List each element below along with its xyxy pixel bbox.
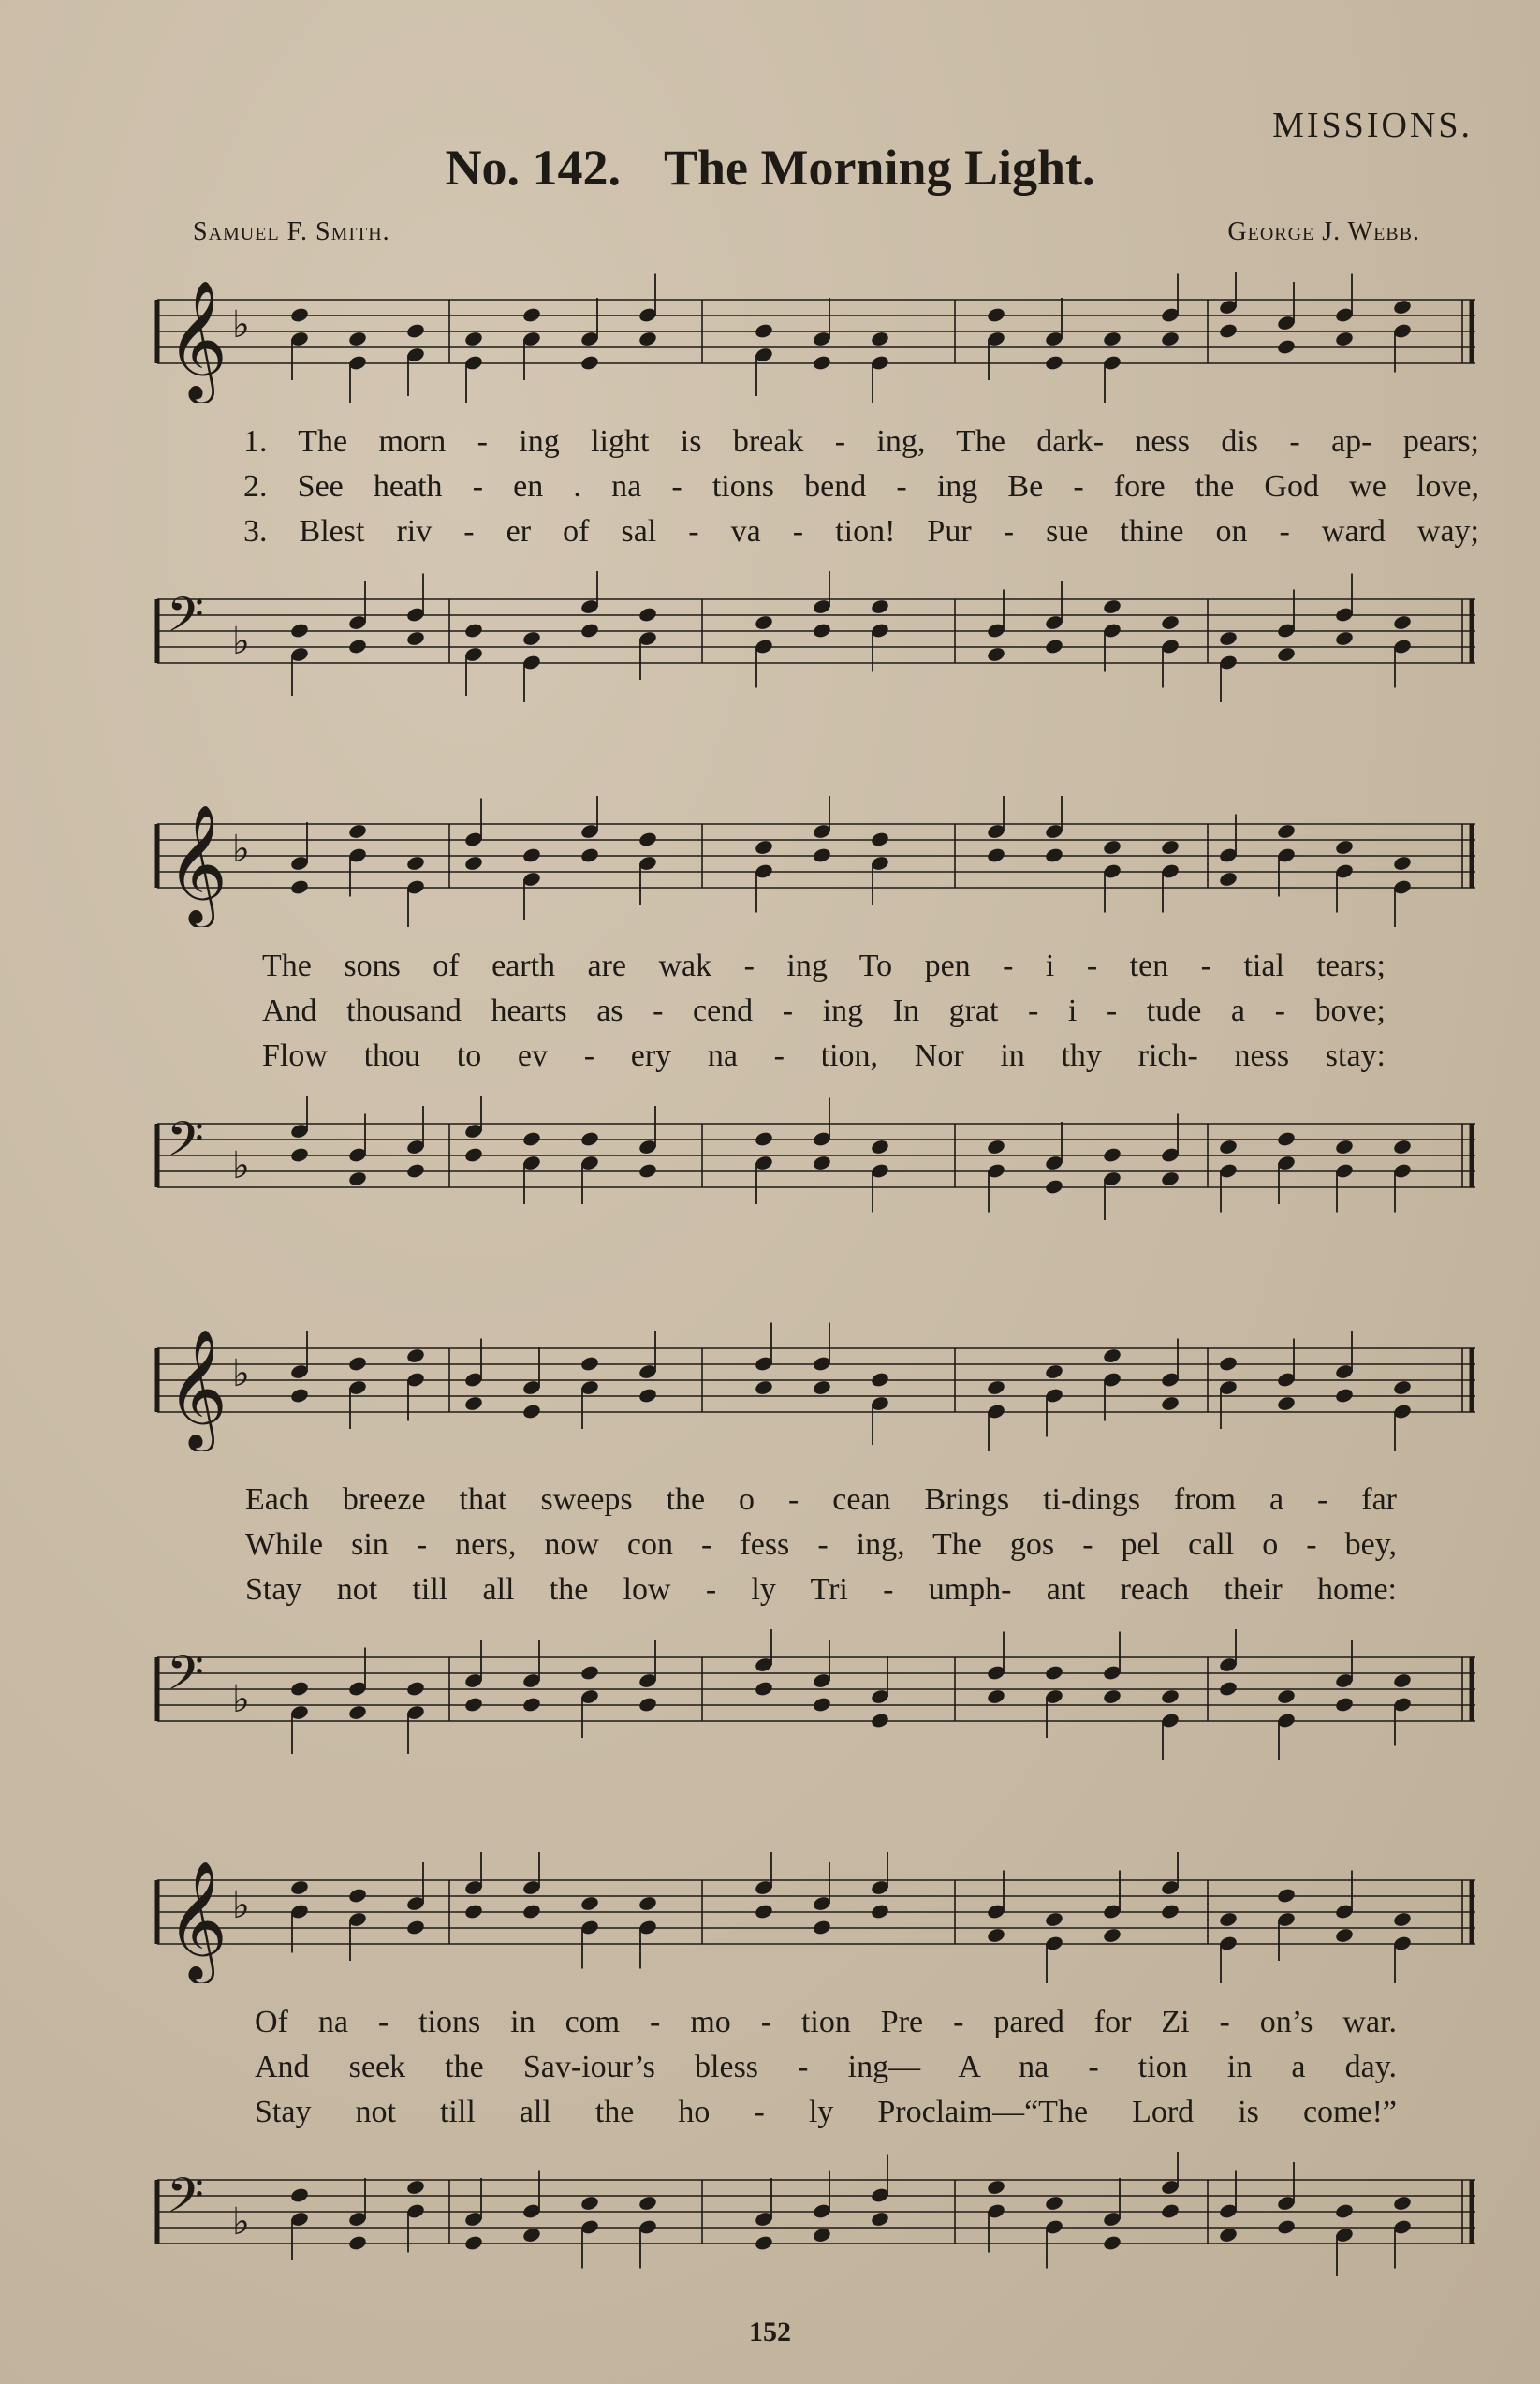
svg-text:♭: ♭	[232, 303, 250, 346]
lyric-line: 3. Blest riv - er of sal - va - tion! Pur - sue thine on - ward way;	[243, 514, 1479, 549]
lyric-line: Stay not till all the low - ly Tri - umph- ant reach their home:	[245, 1572, 1397, 1607]
svg-text:𝄞: 𝄞	[167, 1328, 228, 1448]
bass-staff	[140, 1629, 1479, 1760]
lyric-line: 2. See heath - en . na - tions bend - ing Be - fore the God we love,	[243, 469, 1479, 504]
svg-text:♭: ♭	[232, 2200, 250, 2244]
svg-text:𝄞: 𝄞	[167, 1860, 228, 1979]
lyric-line: Each breeze that sweeps the o - cean Brings ti-dings from a - far	[245, 1482, 1397, 1517]
svg-text:𝄞: 𝄞	[167, 803, 228, 923]
treble-staff	[140, 796, 1479, 927]
svg-text:𝄢: 𝄢	[167, 1644, 204, 1713]
hymn-title	[0, 139, 1540, 197]
bass-staff	[140, 1096, 1479, 1227]
hymn-name: The Morning Light.	[663, 140, 1095, 196]
svg-text:♭: ♭	[232, 620, 250, 663]
svg-text:♭: ♭	[232, 828, 250, 871]
svg-text:♭: ♭	[232, 1352, 250, 1395]
lyric-line: While sin - ners, now con - fess - ing, The gos - pel call o - bey,	[245, 1527, 1397, 1562]
author-credit: Samuel F. Smith.	[193, 217, 390, 246]
lyrics-block	[262, 944, 1386, 1079]
hymn-number: No. 142.	[445, 140, 621, 196]
bass-staff	[140, 2152, 1479, 2283]
svg-text:♭: ♭	[232, 1144, 250, 1187]
svg-text:♭: ♭	[232, 1884, 250, 1927]
lyric-line: And seek the Sav-iour’s bless - ing— A na - tion in a day.	[255, 2050, 1397, 2084]
svg-text:𝄞: 𝄞	[167, 279, 228, 399]
composer-credit: George J. Webb.	[1227, 217, 1420, 246]
lyric-line: The sons of earth are wak - ing To pen - i - ten - tial tears;	[262, 949, 1386, 983]
treble-staff	[140, 272, 1479, 403]
svg-text:𝄢: 𝄢	[167, 1111, 204, 1179]
treble-staff	[140, 1320, 1479, 1451]
lyric-line: 1. The morn - ing light is break - ing, The dark- ness dis - ap- pears;	[243, 424, 1479, 459]
bass-staff	[140, 571, 1479, 702]
header-category: MISSIONS.	[1272, 106, 1473, 145]
svg-text:𝄢: 𝄢	[167, 2167, 204, 2235]
lyric-line: Flow thou to ev - ery na - tion, Nor in thy rich- ness stay:	[262, 1038, 1386, 1073]
treble-staff	[140, 1852, 1479, 1983]
lyric-line: And thousand hearts as - cend - ing In grat - i - tude a - bove;	[262, 993, 1386, 1028]
lyrics-block	[255, 2000, 1397, 2135]
page-number: 152	[749, 2317, 791, 2347]
lyric-line: Stay not till all the ho - ly Proclaim—“The Lord is come!”	[255, 2095, 1397, 2129]
lyrics-block	[245, 1478, 1397, 1612]
lyric-line: Of na - tions in com - mo - tion Pre - pared for Zi - on’s war.	[255, 2005, 1397, 2039]
svg-text:♭: ♭	[232, 1678, 250, 1721]
lyrics-block	[187, 419, 1479, 554]
svg-text:𝄢: 𝄢	[167, 586, 204, 655]
